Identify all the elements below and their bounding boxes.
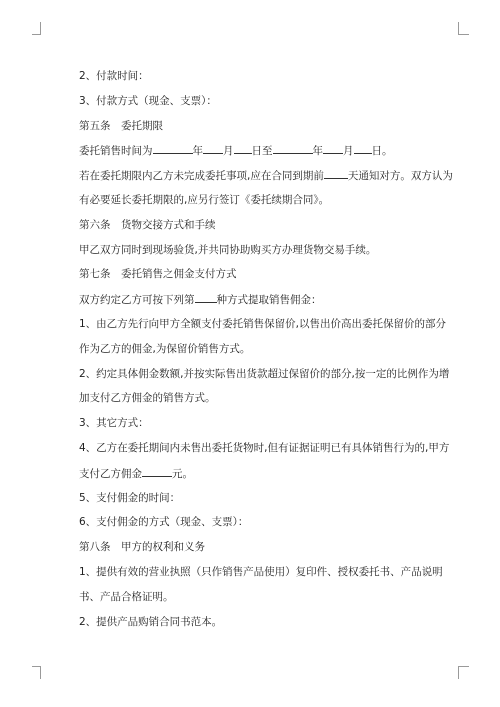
paragraph-option-1: 1、由乙方先行向甲方全额支付委托销售保留价,以售出价高出委托保留价的部分 xyxy=(79,317,447,330)
paragraph-option-1-cont: 作为乙方的佣金,为保留价销售方式。 xyxy=(79,342,251,355)
article-8-heading: 第八条 甲方的权利和义务 xyxy=(79,541,205,554)
blank-field-year xyxy=(153,142,193,154)
paragraph-extension: 有必要延长委托期限的,应另行签订《委托续期合同》。 xyxy=(79,193,330,206)
text-segment: 日。 xyxy=(371,145,393,158)
paragraph-goods-handover: 甲乙双方同时到现场验货,并共同协助购买方办理货物交易手续。 xyxy=(79,243,377,256)
paragraph-commission-method: 6、支付佣金的方式（现金、支票）： xyxy=(79,516,249,529)
text-segment: 元。 xyxy=(172,467,193,480)
paragraph-option-4: 4、乙方在委托期间内未售出委托货物时,但有证据证明已有具体销售行为的,甲方 xyxy=(79,441,450,454)
paragraph-payment-time: 2、付款时间： xyxy=(79,70,149,82)
blank-field-month xyxy=(323,142,343,154)
text-segment: 日至 xyxy=(251,145,273,158)
article-5-heading: 第五条 委托期限 xyxy=(79,119,163,132)
text-segment: 支付乙方佣金 xyxy=(79,467,142,480)
crop-mark-bottom-left xyxy=(32,666,41,679)
text-segment: 种方式提取销售佣金： xyxy=(216,294,322,307)
paragraph-commission-time: 5、支付佣金的时间： xyxy=(79,491,181,504)
paragraph-option-2-cont: 加支付乙方佣金的销售方式。 xyxy=(79,392,216,405)
paragraph-party-a-duty-1-cont: 书、产品合格证明。 xyxy=(79,590,174,603)
blank-field-option xyxy=(195,291,217,303)
paragraph-option-3: 3、其它方式： xyxy=(79,417,149,430)
text-segment: 月 xyxy=(343,145,354,158)
article-7-heading: 第七条 委托销售之佣金支付方式 xyxy=(79,268,237,281)
document-body xyxy=(79,68,453,638)
blank-field-days xyxy=(324,167,348,179)
text-segment: 双方约定乙方可按下列第 xyxy=(79,294,195,307)
blank-field-month xyxy=(203,142,223,154)
crop-mark-top-left xyxy=(32,22,41,35)
blank-field-day xyxy=(234,142,252,154)
paragraph-consignment-period xyxy=(79,142,439,167)
text-segment: 年 xyxy=(312,145,323,158)
text-segment: 年 xyxy=(192,145,203,158)
paragraph-payment-method: 3、付款方式（现金、支票）： xyxy=(79,94,217,107)
paragraph-option-2: 2、约定具体佣金数额,并按实际售出货款超过保留价的部分,按一定的比例作为增 xyxy=(79,367,450,380)
text-segment: 若在委托期限内乙方未完成委托事项,应在合同到期前 xyxy=(79,170,324,183)
blank-field-amount xyxy=(142,465,172,477)
text-segment: 天通知对方。双方认为 xyxy=(347,170,453,183)
blank-field-day xyxy=(354,142,372,154)
text-segment: 委托销售时间为 xyxy=(79,145,153,158)
paragraph-commission-option xyxy=(79,291,439,316)
article-6-heading: 第六条 货物交接方式和手续 xyxy=(79,218,216,231)
paragraph-party-a-duty-1: 1、提供有效的营业执照（只作销售产品使用）复印件、授权委托书、产品说明 xyxy=(79,565,443,578)
text-segment: 月 xyxy=(223,145,234,158)
paragraph-notice xyxy=(79,167,453,192)
paragraph-party-a-duty-2: 2、提供产品购销合同书范本。 xyxy=(79,615,223,628)
blank-field-year xyxy=(273,142,313,154)
crop-mark-top-right xyxy=(458,22,469,35)
paragraph-option-4-cont xyxy=(79,465,439,490)
crop-mark-bottom-right xyxy=(458,666,469,679)
